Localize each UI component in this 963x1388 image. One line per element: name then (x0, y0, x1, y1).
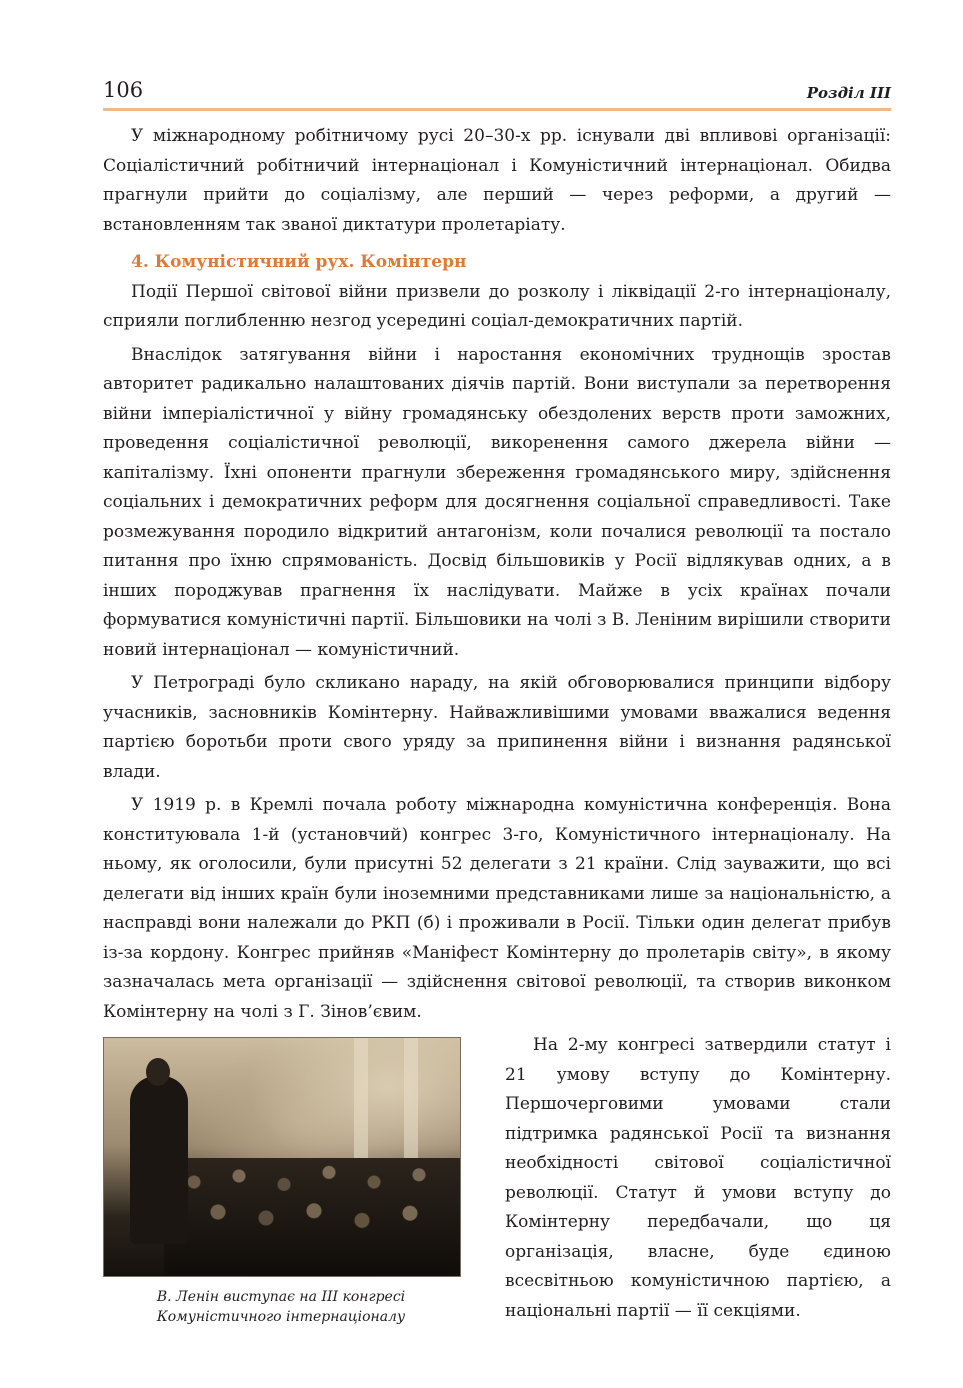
photo-crowd (164, 1158, 461, 1277)
figure (103, 1031, 483, 1327)
photo-speaker-head (146, 1058, 170, 1086)
historical-photo (103, 1037, 461, 1277)
figure-caption: В. Ленін виступає на ІІІ конгресі Комуністичного інтернаціоналу (156, 1289, 406, 1325)
paragraph-5: На 2-му конгресі затвердили статут і 21 умову вступу до Комінтерну. Першочерговими умовами стали підтримка радянської Росії та визнання необхідності світової соціалістичної революції. Статут й умови вступу до Комінтерну передбачали, що ця організація, власне, буде єдиною всесвітньою комуністичною партією, а національні партії — її секціями. (505, 1035, 891, 1321)
section-heading: 4. Комуністичний рух. Комінтерн (131, 252, 467, 272)
page-body (103, 122, 891, 1327)
paragraph-3: У Петрограді було скликано нараду, на якій обговорювалися принципи відбору учасників, засновників Комінтерну. Найважливішими умовами вважалися ведення партією боротьби проти свого уряду за припинення війни і визнання радянської влади. (103, 673, 891, 782)
paragraph-1: Події Першої світової війни призвели до розколу і ліквідації 2-го інтернаціоналу, сприяли поглибленню незгод усередині соціал-демократичних партій. (103, 281, 891, 331)
page-number: 106 (103, 78, 144, 102)
header-divider (103, 108, 891, 111)
section-title: Розділ III (806, 84, 891, 102)
paragraph-2: Внаслідок затягування війни і наростання економічних труднощів зростав авторитет радикально налаштованих діячів партій. Вони виступали за перетворення війни імперіалістичної у війну громадянську обездолених верств проти заможних, проведення соціалістичної революції, викоренення самого джерела війни — капіталізму. Їхні опоненти прагнули збереження громадянського миру, здійснення соціальних і демократичних реформ для досягнення соціальної справедливості. Таке розмежування породило відкритий антагонізм, коли почалися революції та постало питання про їхню спрямованість. Досвід більшовиків у Росії відлякував одних, а в інших породжував прагнення їх наслідувати. Майже в усіх країнах почали формуватися комуністичні партії. Більшовики на чолі з В. Леніним вирішили створити новий інтернаціонал — комуністичний. (103, 344, 891, 660)
paragraph-4: У 1919 р. в Кремлі почала роботу міжнародна комуністична конференція. Вона конституювала 1-й (установчий) конгрес 3-го, Комуністичного інтернаціоналу. На ньому, як оголосили, були присутні 52 делегати з 21 країни. Слід зауважити, що всі делегати від інших країн були іноземними представниками лише за національністю, а насправді вони належали до РКП (б) і проживали в Росії. Тільки один делегат прибув із-за кордону. Конгрес прийняв «Маніфест Комінтерну до пролетарів світу», в якому зазначалась мета організації — здійснення світової революції, та створив виконком Комінтерну на чолі з Г. Зінов’євим. (103, 795, 891, 1022)
photo-speaker (130, 1076, 188, 1244)
intro-paragraph: У міжнародному робітничому русі 20–30-х рр. існували дві впливові організації: Соціалістичний робітничий інтернаціонал і Комуністичний інтернаціонал. Обидва прагнули прийти до соціалізму, але перший — через реформи, а другий — встановленням так званої диктатури пролетаріату. (103, 126, 891, 235)
